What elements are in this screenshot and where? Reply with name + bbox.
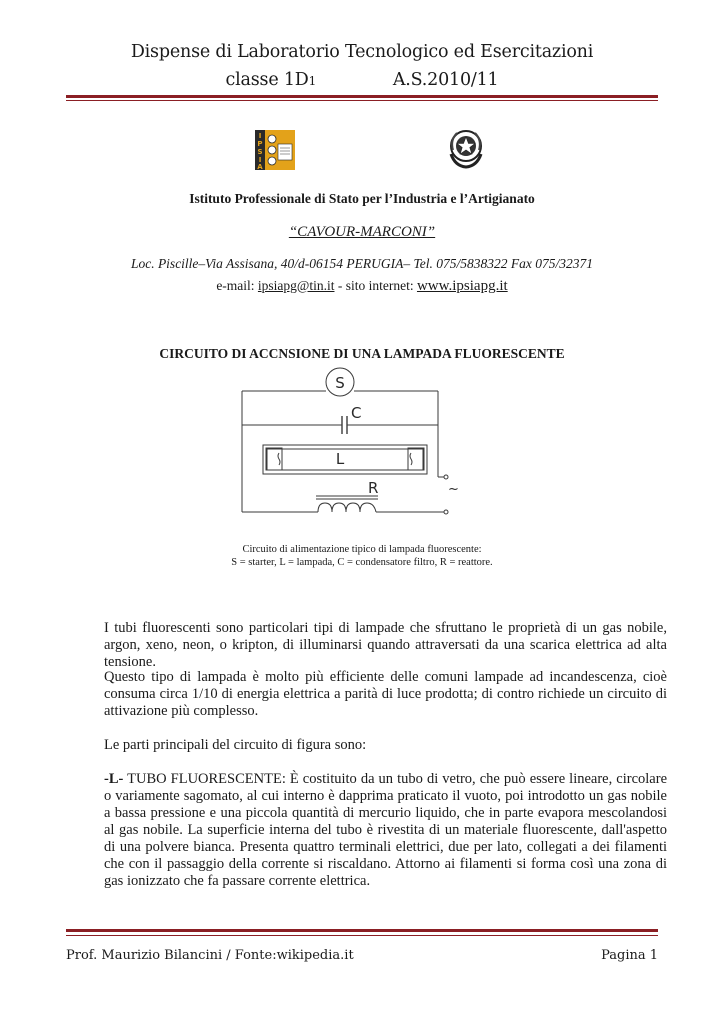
school-address: Loc. Piscille–Via Assisana, 40/d-06154 PERUGIA– Tel. 075/5838322 Fax 075/32371 bbox=[130, 256, 594, 271]
part-label-l: -L- bbox=[104, 771, 124, 787]
website-link[interactable]: www.ipsiapg.it bbox=[416, 278, 508, 294]
ipsia-letter: S bbox=[257, 148, 263, 156]
ipsia-letter: I bbox=[258, 132, 262, 140]
footer-author: Prof. Maurizio Bilancini / Fonte:wikipedia.it bbox=[66, 948, 354, 963]
starter-label: S bbox=[335, 374, 345, 392]
fluorescent-lamp-circuit-diagram bbox=[230, 362, 470, 522]
paragraph-parts-intro: Le parti principali del circuito di figura sono: bbox=[104, 737, 367, 753]
italian-republic-emblem-icon bbox=[445, 126, 487, 170]
ac-source-symbol: ~ bbox=[448, 482, 459, 497]
paragraph-intro: I tubi fluorescenti sono particolari tipi di lampade che sfruttano le proprietà di un gas nobile, argon, xeno, neon, o kripton, di illuminarsi quando attraversati da una scarica elettrica ad alta tensione. bbox=[104, 620, 667, 670]
paragraph-fluorescent-tube: -L- TUBO FLUORESCENTE: È costituito da un tubo di vetro, che può essere lineare, circolare o variamente sagomato, al cui interno è dapprima praticato il vuoto, poi introdotto un gas nobile a bassa pressione e una piccola quantità di mercurio liquido, che in parte evapora mescolandosi al gas nobile. La superficie interna del tubo è rivestita di un materiale fluorescente, dall'aspetto di una polvere bianca. Presenta quattro terminali elettrici, due per lato, collegati a dei filamenti che con il passaggio della corrente si riscaldano. Attorno ai filamenti si forma così una zona di gas ionizzato che fa passare corrente elettrica. bbox=[104, 771, 667, 889]
class-and-year bbox=[0, 70, 724, 90]
reactor-label: R bbox=[368, 479, 379, 497]
header-rule-thin bbox=[66, 100, 658, 101]
document-title: Dispense di Laboratorio Tecnologico ed Esercitazioni bbox=[130, 42, 594, 62]
capacitor-label: C bbox=[351, 404, 362, 422]
ipsia-letter: I bbox=[258, 156, 262, 164]
ipsia-letter: A bbox=[257, 163, 263, 170]
institute-name: Istituto Professionale di Stato per l’Industria e l’Artigianato bbox=[189, 191, 535, 206]
page-number: Pagina 1 bbox=[601, 948, 658, 963]
caption-line-2: S = starter, L = lampada, C = condensatore filtro, R = reattore. bbox=[231, 557, 493, 568]
header-rule-thick bbox=[66, 95, 658, 98]
lamp-label: L bbox=[335, 450, 345, 468]
footer-rule-thick bbox=[66, 929, 658, 932]
caption-line-1: Circuito di alimentazione tipico di lampada fluorescente: bbox=[242, 544, 482, 555]
paragraph-efficiency: Questo tipo di lampada è molto più efficiente delle comuni lampade ad incandescenza, cioè consuma circa 1/10 di energia elettrica a parità di luce prodotta; di contro richiede un circuito di attivazione più complesso. bbox=[104, 669, 667, 719]
footer-rule-thin bbox=[66, 935, 658, 936]
class-label: classe 1D1 bbox=[225, 70, 317, 90]
email-link[interactable]: ipsiapg@tin.it bbox=[257, 278, 335, 293]
ipsia-logo-icon bbox=[255, 130, 295, 170]
school-name: “CAVOUR-MARCONI” bbox=[288, 224, 436, 240]
figure-caption bbox=[0, 543, 724, 569]
ipsia-letter: P bbox=[257, 140, 263, 148]
contact-line: e-mail: ipsiapg@tin.it - sito internet: www.ipsiapg.it bbox=[216, 278, 508, 294]
school-year: A.S.2010/11 bbox=[392, 70, 499, 90]
section-title: CIRCUITO DI ACCNSIONE DI UNA LAMPADA FLUORESCENTE bbox=[159, 346, 565, 361]
